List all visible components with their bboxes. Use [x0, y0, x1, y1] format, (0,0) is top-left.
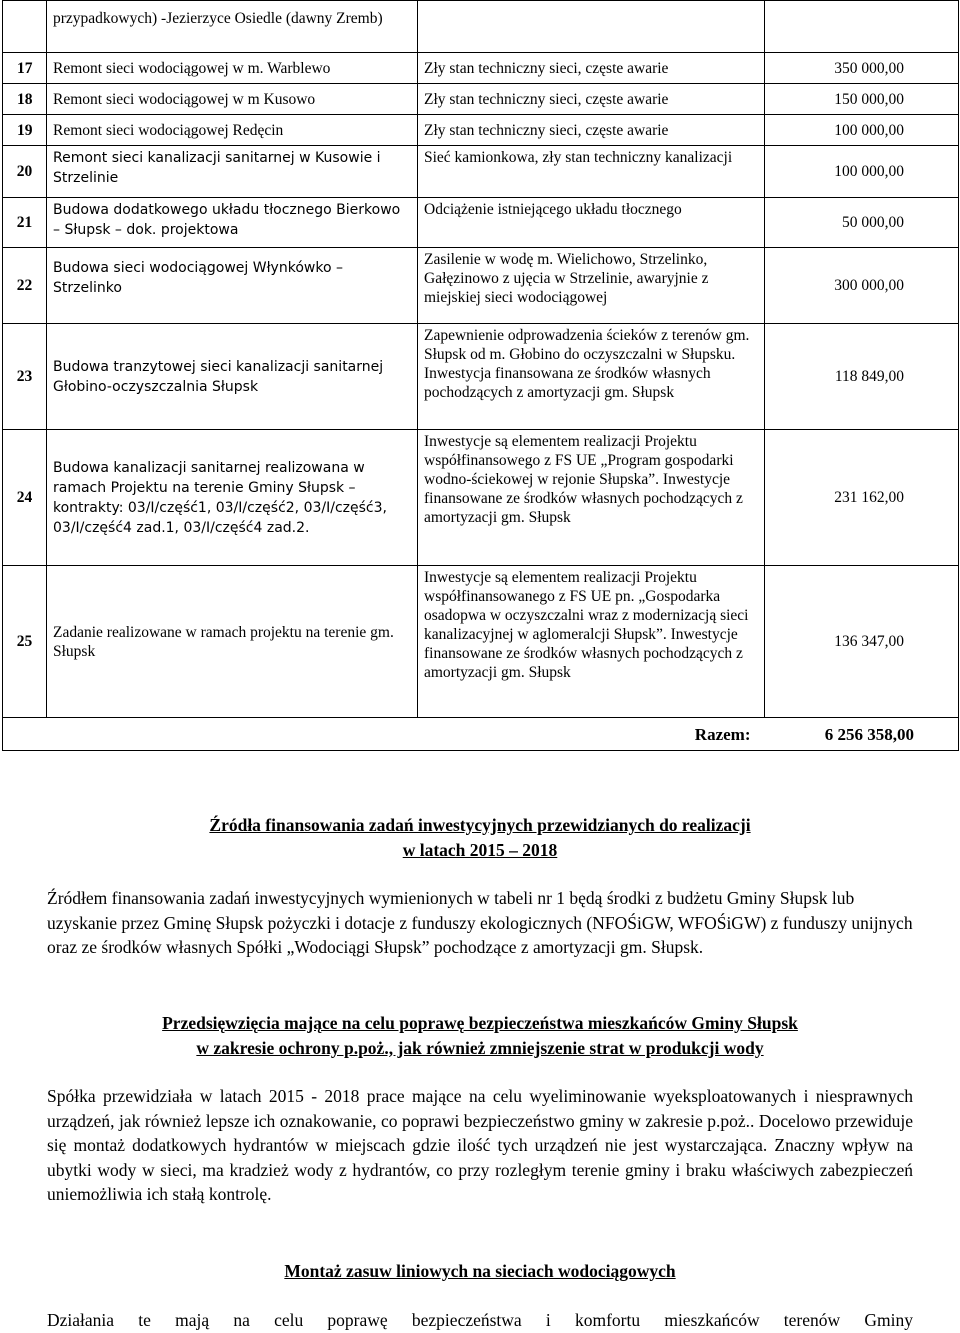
- reason-cell: Inwestycje są elementem realizacji Projektu współfinansowego z FS UE „Program gospodarki wodno-ściekowej w rejonie Słupska”. Inwestycje finansowane ze środków własnych pochodzących z amortyzacji gm. Słupsk: [418, 430, 765, 566]
- reason-cell: Inwestycje są elementem realizacji Projektu współfinansowanego z FS UE pn. „Gospodarka osadopwa w oczyszczalni wraz z modernizacją sieci kanalizacyjnej w aglomeralcji Słupsk”. Inwestycje finansowane ze środków własnych pochodzących z amortyzacji gm. Słupsk: [418, 566, 765, 718]
- amount-cell: 100 000,00: [765, 115, 959, 146]
- section-heading-financing: [47, 813, 913, 862]
- row-number: 23: [3, 324, 47, 430]
- amount-cell: 50 000,00: [765, 198, 959, 248]
- reason-cell: Zły stan techniczny sieci, częste awarie: [418, 115, 765, 146]
- table-row: [3, 198, 959, 248]
- heading-line: w zakresie ochrony p.poż., jak również zmniejszenie strat w produkcji wody: [196, 1037, 764, 1058]
- amount-cell: 118 849,00: [765, 324, 959, 430]
- task-cell: Budowa sieci wodociągowej Włynkówko – Strzelinko: [47, 248, 418, 324]
- reason-cell: [418, 1, 765, 53]
- row-number: 24: [3, 430, 47, 566]
- reason-cell: Odciążenie istniejącego układu tłocznego: [418, 198, 765, 248]
- task-cell: Zadanie realizowane w ramach projektu na terenie gm. Słupsk: [47, 566, 418, 718]
- row-number: 25: [3, 566, 47, 718]
- amount-cell: 300 000,00: [765, 248, 959, 324]
- section-heading-valves: Montaż zasuw liniowych na sieciach wodociągowych: [284, 1261, 676, 1281]
- total-label: Razem:: [3, 718, 765, 751]
- reason-cell: Zły stan techniczny sieci, częste awarie: [418, 84, 765, 115]
- paragraph-financing: Źródłem finansowania zadań inwestycyjnych wymienionych w tabeli nr 1 będą środki z budżetu Gminy Słupsk lub uzyskanie przez Gminę Słupsk pożyczki i dotacje z funduszy ekologicznych (NFOŚiGW, WFOŚiGW) z funduszy unijnych oraz ze środków własnych Spółki „Wodociągi Słupsk” pochodzące z amortyzacji gm. Słupsk.: [47, 888, 913, 957]
- task-cell: Remont sieci wodociągowej Redęcin: [47, 115, 418, 146]
- amount-cell: 136 347,00: [765, 566, 959, 718]
- task-cell: Budowa dodatkowego układu tłocznego Bierkowo – Słupsk – dok. projektowa: [47, 198, 418, 248]
- task-cell: Remont sieci kanalizacji sanitarnej w Kusowie i Strzelinie: [47, 146, 418, 198]
- table-row: [3, 430, 959, 566]
- total-row: [3, 718, 959, 751]
- row-number: 18: [3, 84, 47, 115]
- reason-cell: Zły stan techniczny sieci, częste awarie: [418, 53, 765, 84]
- row-number: 21: [3, 198, 47, 248]
- table-row: [3, 53, 959, 84]
- amount-cell: [765, 1, 959, 53]
- heading-line: w latach 2015 – 2018: [402, 839, 558, 860]
- task-cell: Budowa kanalizacji sanitarnej realizowana w ramach Projektu na terenie Gminy Słupsk – kontrakty: 03/I/część1, 03/I/część2, 03/I/część3, 03/I/część4 zad.1, 03/I/część4 zad.2.: [47, 430, 418, 566]
- heading-line: Przedsięwzięcia mające na celu poprawę bezpieczeństwa mieszkańców Gminy Słupsk: [162, 1013, 798, 1033]
- amount-cell: 350 000,00: [765, 53, 959, 84]
- task-cell: Remont sieci wodociągowej w m. Warblewo: [47, 53, 418, 84]
- investment-table: [2, 0, 959, 751]
- total-value: 6 256 358,00: [765, 718, 959, 751]
- row-number: 20: [3, 146, 47, 198]
- reason-cell: Zapewnienie odprowadzenia ścieków z terenów gm. Słupsk od m. Głobino do oczyszczalni w Słupsku. Inwestycja finansowana ze środków własnych pochodzących z amortyzacji gm. Słupsk: [418, 324, 765, 430]
- paragraph-safety: Spółka przewidziała w latach 2015 - 2018 prace mające na celu wyeliminowanie wyeksploatowanych i niesprawnych urządzeń, jak również lepsze ich oznakowanie, co poprawi bezpieczeństwo gminy w zakresie p.poż.. Docelowo przewiduje się montaż dodatkowych hydrantów w miejscach gdzie ilość tych urządzeń nie jest wystarczająca. Znaczny wpływ na ubytki wody w sieci, ma kradzież wody z hydrantów, co przy rozległym terenie gminy i braku właściwych zabezpieczeń uniemożliwia ich stałą kontrolę.: [47, 1086, 913, 1204]
- task-cell: Budowa tranzytowej sieci kanalizacji sanitarnej Głobino-oczyszczalnia Słupsk: [47, 324, 418, 430]
- table-row: [3, 84, 959, 115]
- row-number: [3, 1, 47, 53]
- paragraph-valves: Działania te mają na celu poprawę bezpieczeństwa i komfortu mieszkańców terenów Gminy: [47, 1310, 913, 1330]
- row-number: 17: [3, 53, 47, 84]
- row-number: 22: [3, 248, 47, 324]
- reason-cell: Zasilenie w wodę m. Wielichowo, Strzelinko, Gałęzinowo z ujęcia w Strzelinie, awaryjnie z miejskiej sieci wodociągowej: [418, 248, 765, 324]
- heading-line: Źródła finansowania zadań inwestycyjnych przewidzianych do realizacji: [209, 815, 751, 835]
- table-row: [3, 146, 959, 198]
- section-heading-safety: [47, 1011, 913, 1060]
- reason-cell: Sieć kamionkowa, zły stan techniczny kanalizacji: [418, 146, 765, 198]
- amount-cell: 231 162,00: [765, 430, 959, 566]
- table-row: [3, 566, 959, 718]
- row-number: 19: [3, 115, 47, 146]
- amount-cell: 100 000,00: [765, 146, 959, 198]
- table-row: [3, 324, 959, 430]
- task-cell: przypadkowych) -Jezierzyce Osiedle (dawny Zremb): [47, 1, 418, 53]
- table-row: [3, 1, 959, 53]
- table-row: [3, 115, 959, 146]
- task-cell: Remont sieci wodociągowej w m Kusowo: [47, 84, 418, 115]
- table-row: [3, 248, 959, 324]
- amount-cell: 150 000,00: [765, 84, 959, 115]
